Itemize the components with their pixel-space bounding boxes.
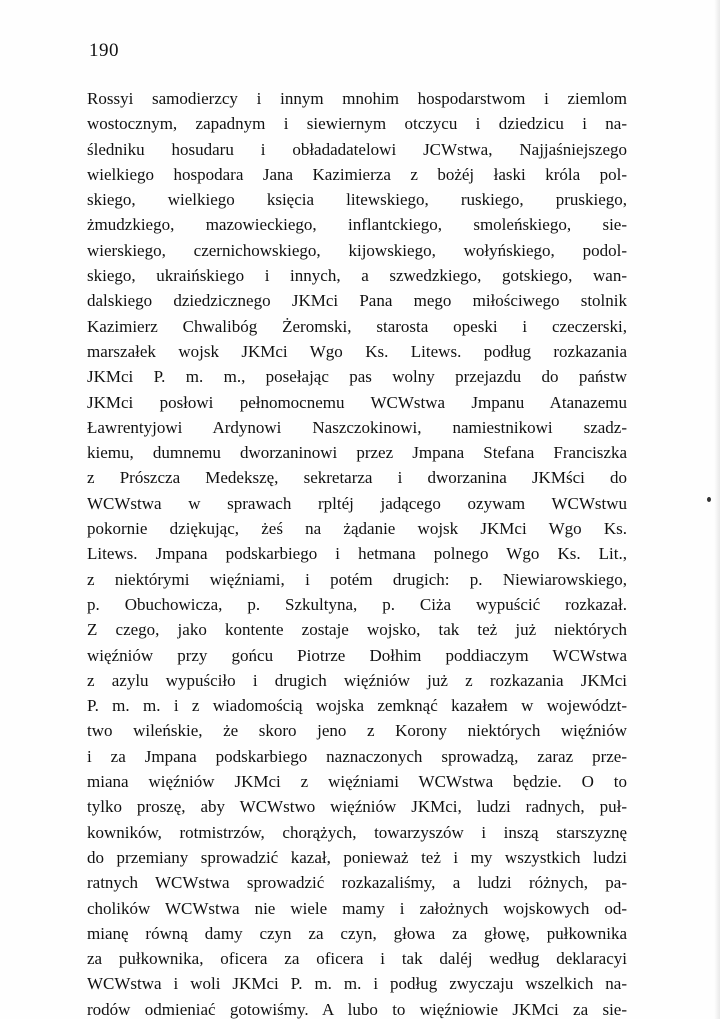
body-text xyxy=(87,86,627,1022)
text-line: z azylu wypuściło i drugich więźniów już z rozkazania JKMci xyxy=(87,670,627,690)
text-line: więźniów przy gońcu Piotrze Dołhim poddiaczym WCWstwa xyxy=(87,645,627,665)
page-edge-shadow xyxy=(714,0,720,1019)
text-line: tylko proszę, aby WCWstwo więźniów JKMci, ludzi radnych, puł- xyxy=(87,797,627,817)
text-line: kowników, rotmistrzów, chorążych, towarzyszów i inszą starszyznę xyxy=(87,822,627,842)
text-line: za pułkownika, oficera za oficera i tak daléj według deklaracyi xyxy=(87,949,627,969)
text-line: p. Obuchowicza, p. Szkultyna, p. Ciża wypuścić rozkazał. xyxy=(87,594,627,614)
text-line: WCWstwa w sprawach rpltéj jadącego ozywam WCWstwu xyxy=(87,493,627,513)
text-line: do przemiany sprowadzić kazał, ponieważ też i my wszystkich ludzi xyxy=(87,847,627,867)
text-line: dalskiego dziedzicznego JKMci Pana mego miłościwego stolnik xyxy=(87,291,627,311)
text-line: JKMci P. m. m., posełając pas wolny przejazdu do państw xyxy=(87,367,627,387)
text-line: rodów odmieniać gotowiśmy. A lubo to więźniowie JKMci za sie- xyxy=(87,999,627,1019)
text-line: WCWstwa i woli JKMci P. m. m. i podług zwyczaju wszelkich na- xyxy=(87,974,627,994)
margin-mark xyxy=(707,497,711,502)
text-line: two wileńskie, że skoro jeno z Korony niektórych więźniów xyxy=(87,721,627,741)
text-line: cholików WCWstwa nie wiele mamy i założnych wojskowych od- xyxy=(87,898,627,918)
text-line: Rossyi samodierzcy i innym mnohim hospodarstwom i ziemlom xyxy=(87,89,627,108)
text-line: Z czego, jako kontente zostaje wojsko, tak też już niektórych xyxy=(87,620,627,640)
text-line: wostocznym, zapadnym i siewiernym otczycu i dziedzicu i na- xyxy=(87,114,627,134)
text-line: Litews. Jmpana podskarbiego i hetmana polnego Wgo Ks. Lit., xyxy=(87,544,627,564)
text-line: kiemu, dumnemu dworzaninowi przez Jmpana Stefana Franciszka xyxy=(87,443,627,463)
text-line: marszałek wojsk JKMci Wgo Ks. Litews. podług rozkazania xyxy=(87,341,627,361)
text-line: Kazimierz Chwalibóg Żeromski, starosta opeski i czeczerski, xyxy=(87,316,627,336)
text-line: ratnych WCWstwa sprowadzić rozkazaliśmy, a ludzi różnych, pa- xyxy=(87,873,627,893)
page-number: 190 xyxy=(89,40,119,61)
text-line: śledniku hosudaru i obładadatelowi JCWstwa, Najjaśniejszego xyxy=(87,139,627,159)
text-line: skiego, ukraińskiego i innych, a szwedzkiego, gotskiego, wan- xyxy=(87,266,627,286)
text-line: wierskiego, czernichowskiego, kijowskiego, wołyńskiego, podol- xyxy=(87,240,627,260)
text-line: żmudzkiego, mazowieckiego, inflantckiego, smoleńskiego, sie- xyxy=(87,215,627,235)
text-line: JKMci posłowi pełnomocnemu WCWstwa Jmpanu Atanazemu xyxy=(87,392,627,412)
text-line: miana więźniów JKMci z więźniami WCWstwa będzie. O to xyxy=(87,772,627,792)
text-line: P. m. m. i z wiadomością wojska zemknąć kazałem w województ- xyxy=(87,696,627,716)
text-line: Ławrentyjowi Ardynowi Naszczokinowi, namiestnikowi szadz- xyxy=(87,417,627,437)
text-line: z Prószcza Medekszę, sekretarza i dworzanina JKMści do xyxy=(87,468,627,488)
text-line: z niektórymi więźniami, i potém drugich: p. Niewiarowskiego, xyxy=(87,569,627,589)
text-line: wielkiego hospodara Jana Kazimierza z bożéj łaski króla pol- xyxy=(87,164,627,184)
text-line: skiego, wielkiego księcia litewskiego, ruskiego, pruskiego, xyxy=(87,190,627,210)
text-line: i za Jmpana podskarbiego naznaczonych sprowadzą, zaraz prze- xyxy=(87,746,627,766)
text-line: mianę równą damy czyn za czyn, głowa za głowę, pułkownika xyxy=(87,923,627,943)
text-line: pokornie dziękując, żeś na żądanie wojsk JKMci Wgo Ks. xyxy=(87,519,627,539)
